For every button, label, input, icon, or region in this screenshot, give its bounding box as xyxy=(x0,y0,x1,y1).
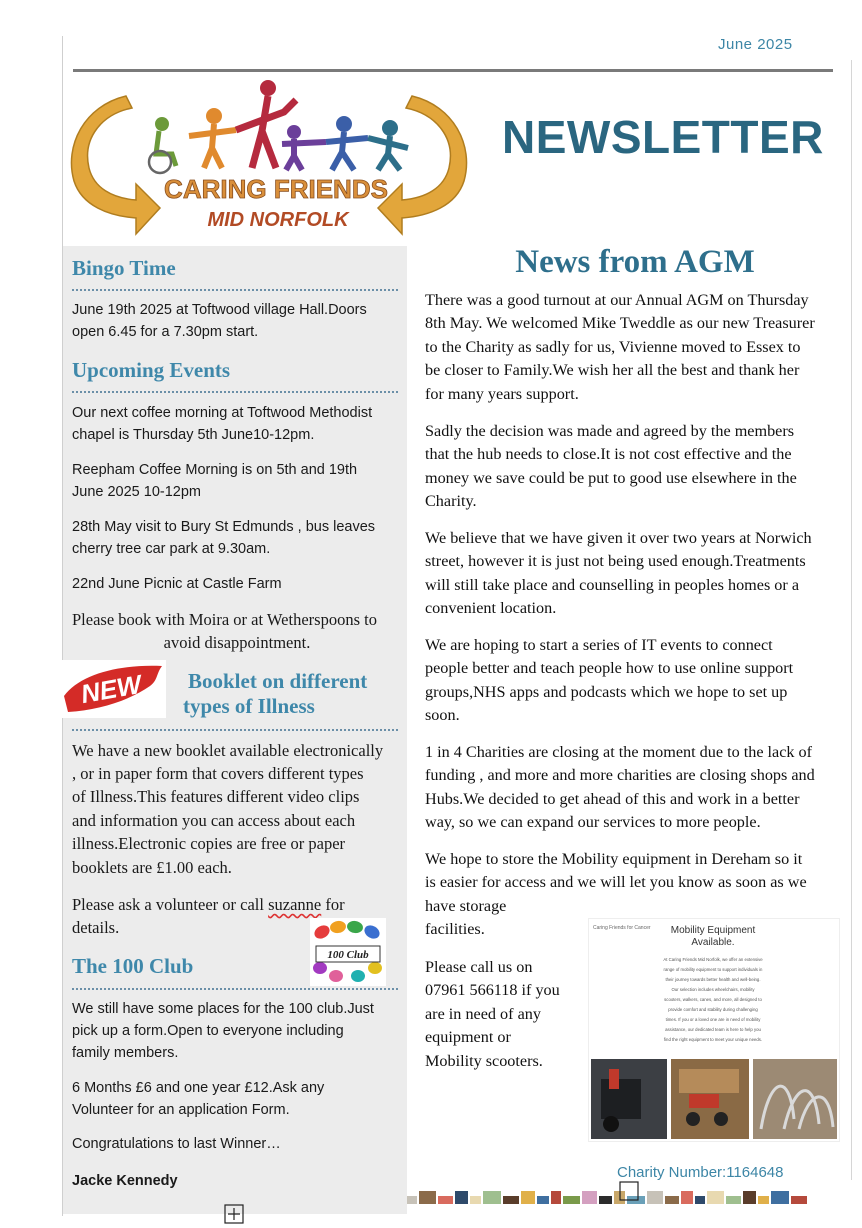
paragraph-2 xyxy=(425,420,845,514)
booklet-contact-2: details. xyxy=(72,918,120,937)
new-badge-icon xyxy=(60,660,166,718)
new-badge-text: NEW xyxy=(78,669,144,710)
club-heading: The 100 Club xyxy=(72,954,194,978)
flyer-body-line: scooters, walkers, canes, and more, all designed to xyxy=(664,997,762,1002)
booklet-line-4: and information you can access about each xyxy=(72,811,356,830)
text-line: groups,NHS apps and podcasts which we hope to set up xyxy=(425,682,788,701)
event-1-line-2: chapel is Thursday 5th June10-12pm. xyxy=(72,427,315,443)
booklet-heading-2: types of Illness xyxy=(183,694,315,718)
text-line: will still take place and counselling in peoples homes or a xyxy=(425,575,800,594)
text-line: convenient location. xyxy=(425,599,557,618)
contact-text: Please ask a volunteer or call xyxy=(72,895,269,914)
bingo-heading: Bingo Time xyxy=(72,256,176,280)
events-heading: Upcoming Events xyxy=(72,358,231,382)
text-line: We are hoping to start a series of IT events to connect xyxy=(425,636,773,654)
text-line: for many years support. xyxy=(425,384,579,403)
booklet-line-3: of Illness.This features different video clips xyxy=(72,787,360,806)
text-line: Sadly the decision was made and agreed by the members xyxy=(425,422,795,440)
page-edge-right xyxy=(851,60,852,1180)
text-line: facilities. xyxy=(425,920,485,939)
flyer-small-text: Caring Friends for Cancer xyxy=(593,925,651,931)
flyer-body-line: assistance, our dedicated team is here to help you xyxy=(665,1027,761,1032)
bingo-text-2: open 6.45 for a 7.30pm start. xyxy=(72,324,259,340)
club-badge-icon xyxy=(310,918,386,986)
text-line: money we save could be put to good use elsewhere in the xyxy=(425,468,797,487)
paragraph-3 xyxy=(425,527,845,621)
flyer-body-line: Our selection includes wheelchairs, mobility xyxy=(671,987,755,992)
text-line: Charity. xyxy=(425,492,477,511)
club-price-1: 6 Months £6 and one year £12.Ask any xyxy=(72,1080,325,1096)
divider xyxy=(72,391,398,393)
booklet-line-5: illness.Electronic copies are free or paper xyxy=(72,834,346,853)
club-line-3: family members. xyxy=(72,1045,179,1061)
contact-name: suzanne xyxy=(268,895,322,914)
text-line: that the hub needs to close.It is not cost effective and the xyxy=(425,445,792,464)
pencil-strip-decoration xyxy=(407,1184,807,1204)
club-line-2: pick up a form.Open to everyone including xyxy=(72,1023,344,1039)
booklet-line-6: booklets are £1.00 each. xyxy=(72,858,232,877)
paragraph-7 xyxy=(425,956,585,1073)
text-line: 8th May. We welcomed Mike Tweddle as our new Treasurer xyxy=(425,314,815,333)
booklet-line-2: , or in paper form that covers different types xyxy=(72,764,364,783)
event-4: 22nd June Picnic at Castle Farm xyxy=(72,576,282,592)
caring-friends-logo xyxy=(64,76,474,240)
club-price-2: Volunteer for an application Form. xyxy=(72,1102,290,1118)
text-line: are in need of any xyxy=(425,1004,541,1023)
text-line: soon. xyxy=(425,706,460,725)
text-line: street, however it is just not being used enough.Treatments xyxy=(425,552,806,571)
event-2-line-1: Reepham Coffee Morning is on 5th and 19th xyxy=(72,462,358,478)
anchor-icon xyxy=(619,1181,639,1201)
charity-number: Charity Number:1164648 xyxy=(617,1164,784,1181)
divider xyxy=(72,988,398,990)
logo-title: CARING FRIENDS xyxy=(164,174,388,204)
winner-name: Jacke Kennedy xyxy=(72,1173,178,1189)
booklet-contact-1 xyxy=(72,893,402,916)
club-badge-text: 100 Club xyxy=(327,949,369,961)
text-line: Mobility scooters. xyxy=(425,1051,543,1070)
divider xyxy=(72,289,398,291)
logo-subtitle: MID NORFOLK xyxy=(207,209,349,231)
booklet-heading-1: Booklet on different xyxy=(188,669,368,693)
text-line: Hubs.We decided to get ahead of this and work in a better xyxy=(425,789,800,808)
plus-icon xyxy=(224,1204,244,1224)
newsletter-title: NEWSLETTER xyxy=(502,111,824,163)
flyer-body-line: provide comfort and stability during challenging xyxy=(668,1007,758,1012)
text-line: We hope to store the Mobility equipment in Dereham so it xyxy=(425,850,803,868)
flyer-body-line: At Caring Friends Mid Norfolk, we offer an extensive xyxy=(663,957,763,962)
text-line: be closer to Family.We wish her all the best and thank her xyxy=(425,361,800,380)
contact-text-end: for xyxy=(321,895,345,914)
text-line: people better and teach people how to use online support xyxy=(425,659,794,678)
club-line-1: We still have some places for the 100 club.Just xyxy=(72,1001,374,1017)
congrats-text: Congratulations to last Winner… xyxy=(72,1136,281,1152)
text-line: We believe that we have given it over two years at Norwich xyxy=(425,529,812,547)
event-3-line-1: 28th May visit to Bury St Edmunds , bus leaves xyxy=(72,519,376,535)
flyer-body-line: range of mobility equipment to support individuals in xyxy=(663,967,763,972)
text-line: There was a good turnout at our Annual AGM on Thursday xyxy=(425,291,809,309)
flyer-body-line: find the right equipment to meet your unique needs. xyxy=(663,1037,763,1042)
bingo-text-1: June 19th 2025 at Toftwood village Hall.Doors xyxy=(72,302,367,318)
booking-note-1: Please book with Moira or at Wetherspoons to xyxy=(72,610,377,629)
flyer-body-line: times. If you or a loved one are in need of mobility xyxy=(665,1017,761,1022)
text-line: Please call us on xyxy=(425,958,533,976)
text-line: equipment or xyxy=(425,1028,511,1047)
issue-date: June 2025 xyxy=(718,36,793,53)
flyer-body-line: their journey towards better health and well-being. xyxy=(665,977,761,982)
event-3-line-2: cherry tree car park at 9.30am. xyxy=(72,541,271,557)
flyer-title-1: Mobility Equipment xyxy=(670,925,756,936)
booking-note-2: avoid disappointment. xyxy=(163,633,311,652)
header-rule xyxy=(73,69,833,72)
agm-title: News from AGM xyxy=(515,244,755,280)
phone-number: 07961 566118 if you xyxy=(425,981,560,1000)
paragraph-4 xyxy=(425,634,845,728)
text-line: is easier for access and we will let you know as soon as we xyxy=(425,873,807,892)
mobility-flyer-image xyxy=(588,918,840,1142)
paragraph-5 xyxy=(425,741,845,835)
booklet-line-1: We have a new booklet available electronically xyxy=(72,741,384,760)
text-line: have storage xyxy=(425,896,507,915)
text-line: way, so we can expand our services to more people. xyxy=(425,813,761,832)
text-line: funding , and more and more charities are closing shops and xyxy=(425,766,815,785)
event-2-line-2: June 2025 10-12pm xyxy=(72,484,201,500)
flyer-title-2: Available. xyxy=(691,937,735,948)
divider xyxy=(72,729,398,731)
event-1-line-1: Our next coffee morning at Toftwood Methodist xyxy=(72,405,373,421)
text-line: to the Charity as sadly for us, Vivienne moved to Essex to xyxy=(425,337,801,356)
text-line: 1 in 4 Charities are closing at the moment due to the lack of xyxy=(425,743,813,761)
paragraph-1 xyxy=(425,289,845,406)
